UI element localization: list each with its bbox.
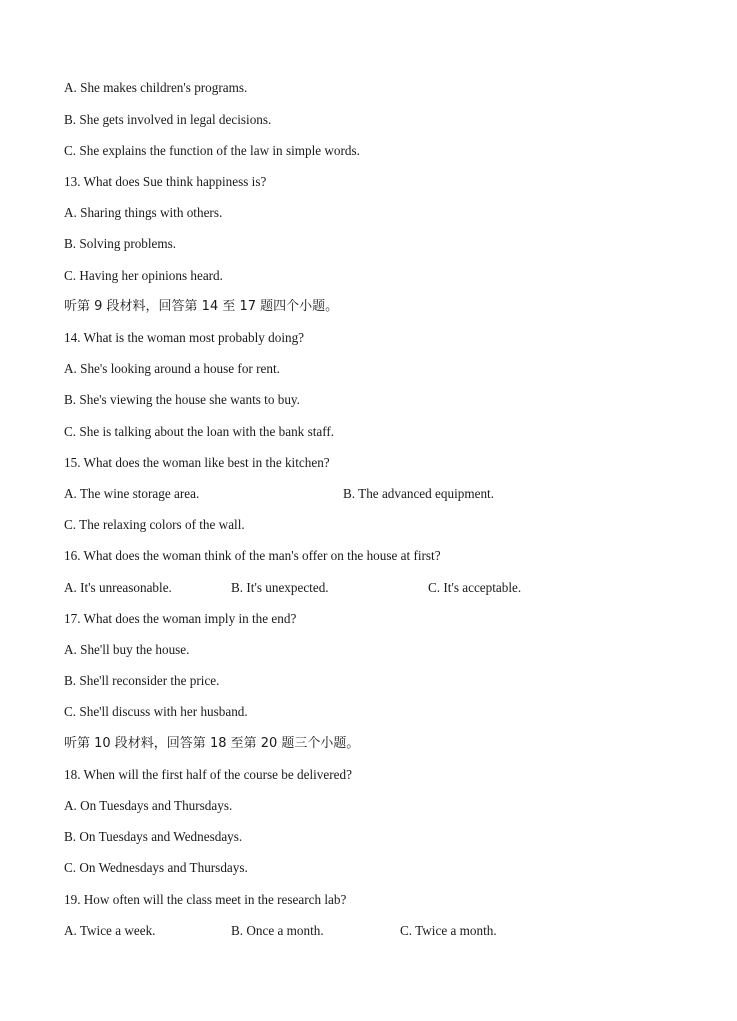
q13-question: 13. What does Sue think happiness is? [64, 174, 267, 189]
q16-option-c: C. It's acceptable. [428, 580, 522, 595]
q16-option-a: A. It's unreasonable. [64, 580, 172, 595]
q17-option-c: C. She'll discuss with her husband. [64, 704, 248, 719]
q16-option-b: B. It's unexpected. [231, 580, 329, 595]
section-9-instruction: 听第 9 段材料，回答第 14 至 17 题四个小题。 [64, 299, 339, 314]
q12-option-c: C. She explains the function of the law in simple words. [64, 143, 360, 158]
q16-question: 16. What does the woman think of the man's offer on the house at first? [64, 548, 441, 563]
q19-option-c: C. Twice a month. [400, 923, 497, 938]
q14-option-b: B. She's viewing the house she wants to buy. [64, 392, 300, 407]
q15-question: 15. What does the woman like best in the kitchen? [64, 455, 330, 470]
q19-option-b: B. Once a month. [231, 923, 324, 938]
q17-option-a: A. She'll buy the house. [64, 642, 190, 657]
q18-option-b: B. On Tuesdays and Wednesdays. [64, 829, 243, 844]
q15-option-a: A. The wine storage area. [64, 486, 200, 501]
q15-option-c: C. The relaxing colors of the wall. [64, 517, 245, 532]
q13-option-b: B. Solving problems. [64, 236, 177, 251]
q13-option-c: C. Having her opinions heard. [64, 268, 223, 283]
q14-option-a: A. She's looking around a house for rent. [64, 361, 280, 376]
q19-option-a: A. Twice a week. [64, 923, 156, 938]
q18-option-c: C. On Wednesdays and Thursdays. [64, 860, 248, 875]
q19-question: 19. How often will the class meet in the research lab? [64, 892, 347, 907]
q13-option-a: A. Sharing things with others. [64, 205, 223, 220]
q14-question: 14. What is the woman most probably doing? [64, 330, 305, 345]
q17-question: 17. What does the woman imply in the end? [64, 611, 297, 626]
q12-option-a: A. She makes children's programs. [64, 80, 248, 95]
q18-option-a: A. On Tuesdays and Thursdays. [64, 798, 233, 813]
q17-option-b: B. She'll reconsider the price. [64, 673, 220, 688]
q15-option-b: B. The advanced equipment. [343, 486, 494, 501]
q12-option-b: B. She gets involved in legal decisions. [64, 112, 272, 127]
q18-question: 18. When will the first half of the course be delivered? [64, 767, 352, 782]
q14-option-c: C. She is talking about the loan with the bank staff. [64, 424, 335, 439]
section-10-instruction: 听第 10 段材料，回答第 18 至第 20 题三个小题。 [64, 736, 360, 751]
